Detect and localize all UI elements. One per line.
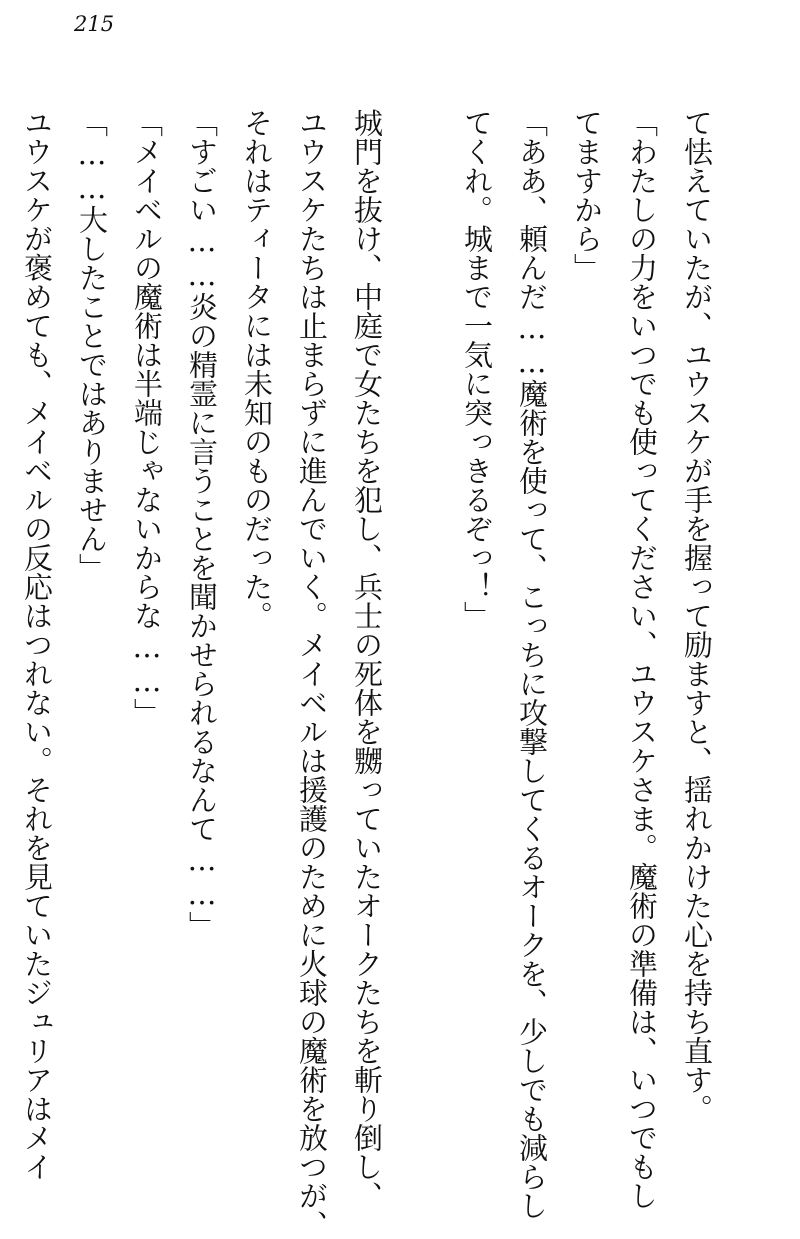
text-line-13: ユウスケが褒めても、メイベルの反応はつれない。それを見ていたジュリアはメイ [20, 108, 54, 1181]
text-line-14 [0, 108, 9, 1168]
page-number: 215 [74, 12, 115, 36]
text-line-5: てくれ。城まで一気に突っきるぞっ！」 [460, 108, 494, 630]
text-line-blank [394, 108, 449, 1168]
vertical-text-body [20, 108, 724, 1239]
text-line-10: 「すごい……炎の精霊に言うことを聞かせられるなんて……」 [185, 108, 219, 940]
text-line-1: て怯えていたが、ユウスケが手を握って励ますと、揺れかけた心を持ち直す。 [680, 108, 714, 1123]
text-line-3: てますから」 [570, 108, 604, 282]
text-line-8: ユウスケたちは止まらずに進んでいく。メイベルは援護のために火球の魔術を放つが、 [295, 108, 329, 1239]
text-line-11: 「メイベルの魔術は半端じゃないからな……」 [130, 108, 164, 727]
text-line-12: 「……大したことではありません」 [75, 108, 109, 582]
text-line-2: 「わたしの力をいつでも使ってください、ユウスケさま。魔術の準備は、いつでもし [625, 108, 659, 1210]
text-line-4: 「ああ、頼んだ……魔術を使って、こっちに攻撃してくるオークを、少しでも減らし [515, 108, 549, 1220]
text-line-9: それはティータには未知のものだった。 [240, 108, 274, 630]
text-line-7: 城門を抜け、中庭で女たちを犯し、兵士の死体を嬲っていたオークたちを斬り倒し、 [350, 108, 384, 1210]
